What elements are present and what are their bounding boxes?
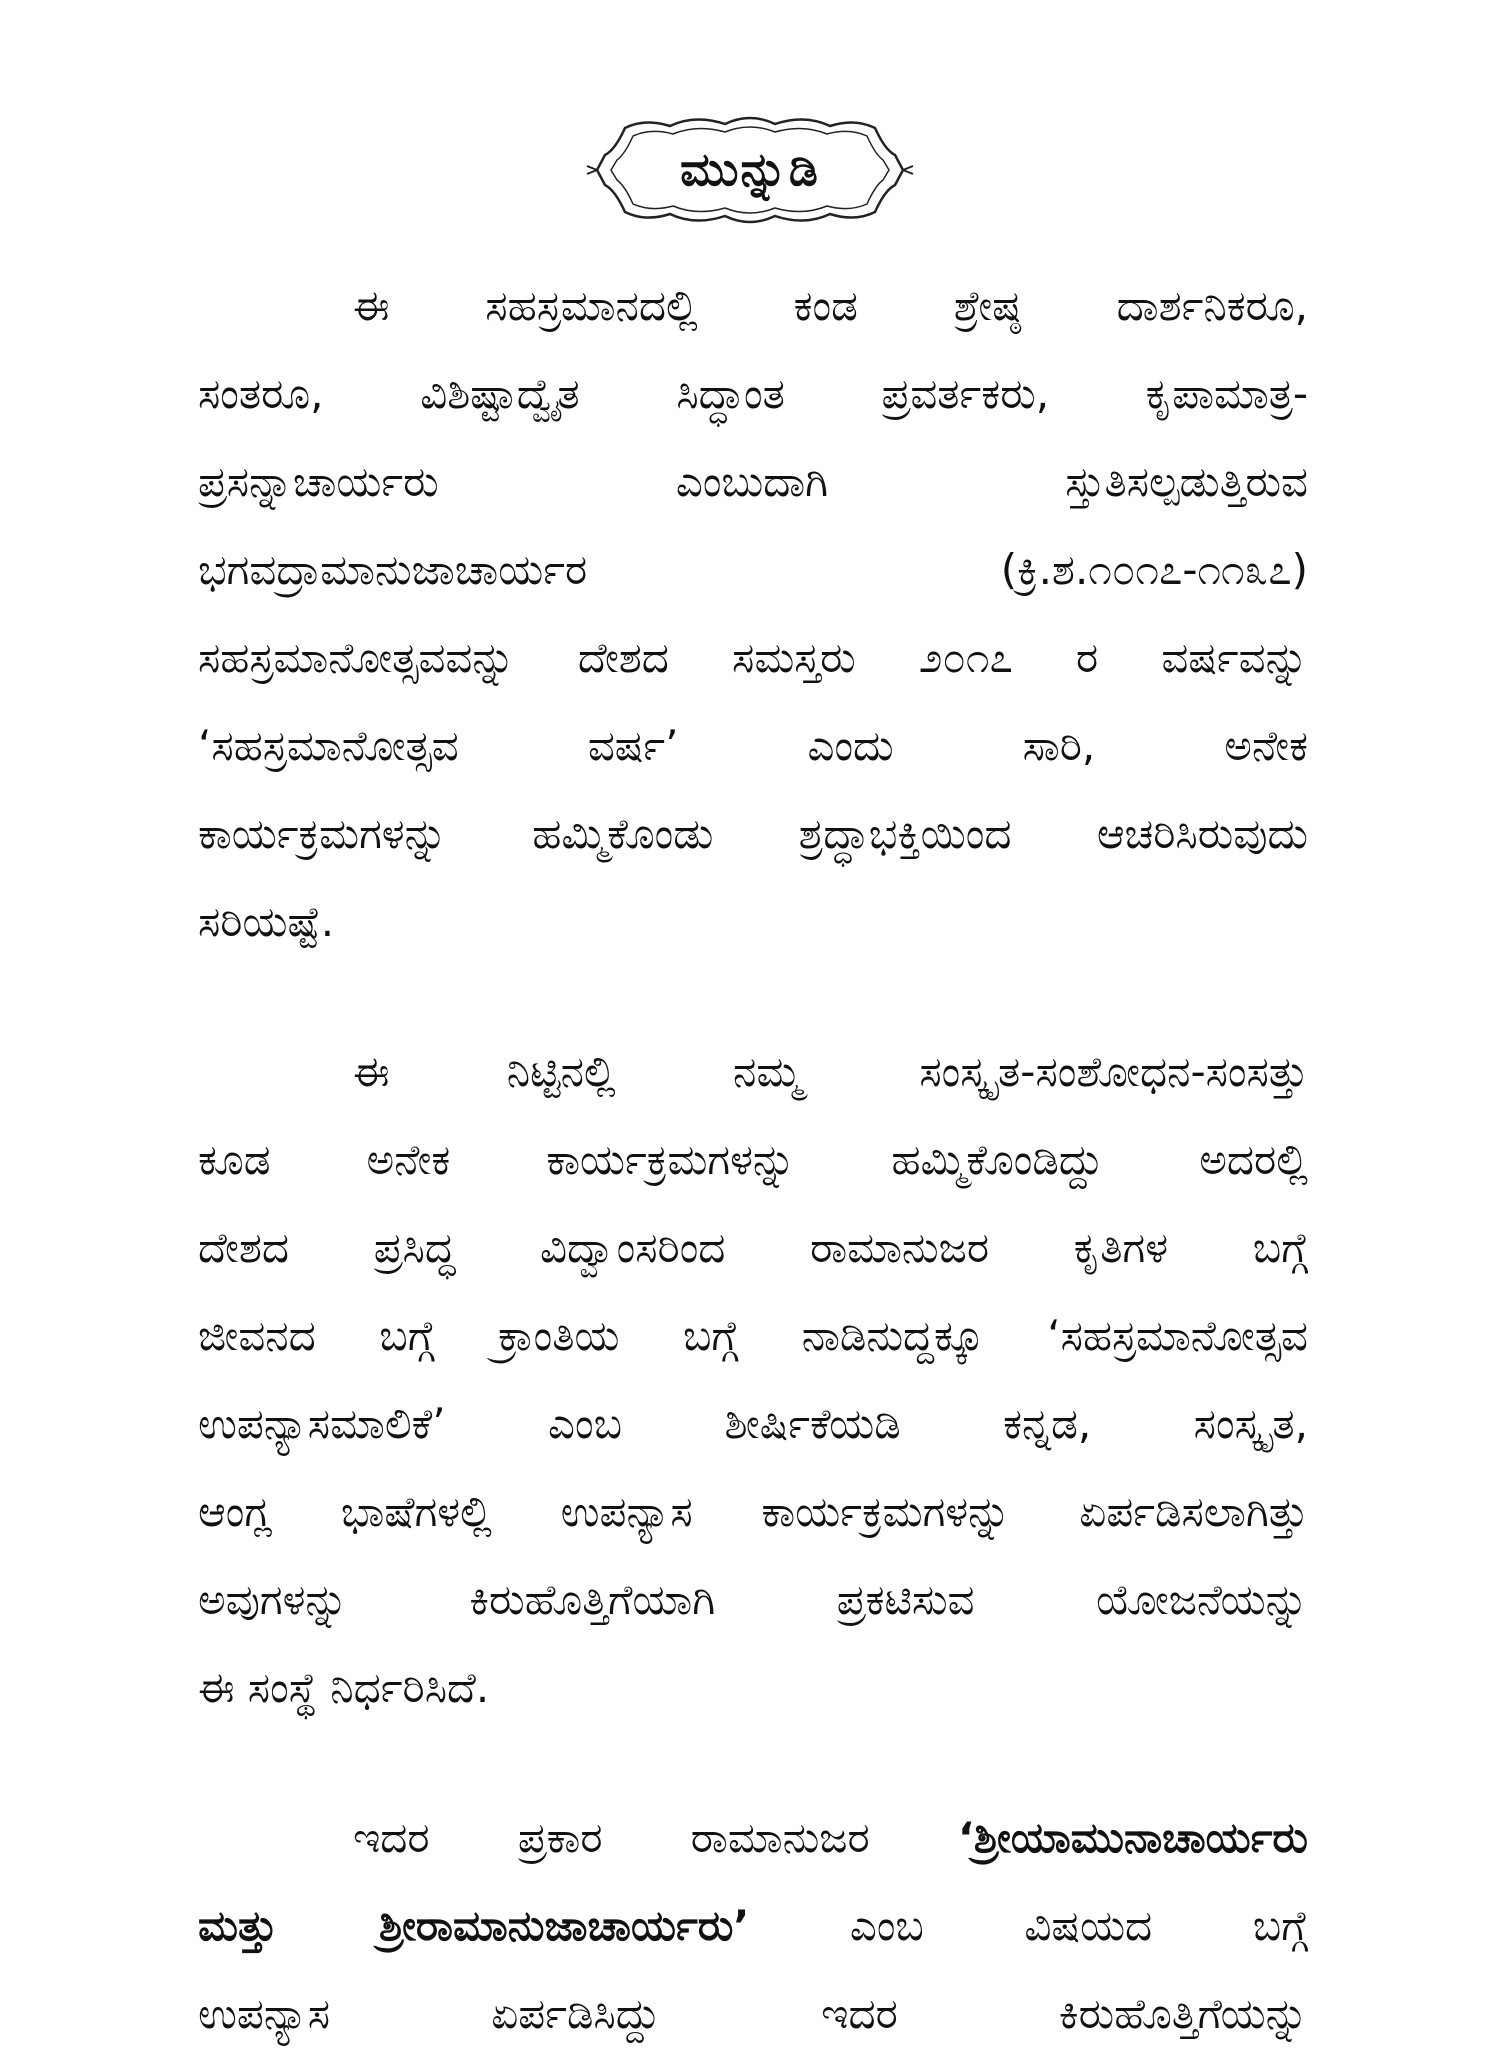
body-text — [198, 262, 1308, 2058]
text-line: ‘ಸಹಸ್ರಮಾನೋತ್ಸವ ವರ್ಷ’ ಎಂದು ಸಾರಿ, ಅನೇಕ — [198, 721, 1308, 770]
text-line: ಈ ನಿಟ್ಟಿನಲ್ಲಿ ನಮ್ಮ ಸಂಸ್ಕೃತ-ಸಂಶೋಧನ-ಸಂಸತ್ತು — [353, 1047, 1308, 1096]
paragraph-gap — [198, 966, 1308, 1028]
title-frame — [585, 110, 915, 230]
text-bold: ‘ಶ್ರೀಯಾಮುನಾಚಾರ್ಯರು — [957, 1813, 1308, 1862]
text-bold: ಮತ್ತು ಶ್ರೀರಾಮಾನುಜಾಚಾರ್ಯರು’ — [198, 1901, 750, 1950]
text-line: ಆಂಗ್ಲ ಭಾಷೆಗಳಲ್ಲಿ ಉಪನ್ಯಾಸ ಕಾರ್ಯಕ್ರಮಗಳನ್ನು ಏರ್ಪಡಿಸಲಾಗಿತ್ತು — [198, 1487, 1308, 1536]
text-line: ಉಪನ್ಯಾಸ ಏರ್ಪಡಿಸಿದ್ದು ಇದರ ಕಿರುಹೊತ್ತಿಗೆಯನ್ನು — [198, 1989, 1308, 2038]
text-line: ಪ್ರಸನ್ನಾಚಾರ್ಯರು ಎಂಬುದಾಗಿ ಸ್ತುತಿಸಲ್ಪಡುತ್ತಿರುವ — [198, 457, 1308, 506]
text-line: ಅವುಗಳನ್ನು ಕಿರುಹೊತ್ತಿಗೆಯಾಗಿ ಪ್ರಕಟಿಸುವ ಯೋಜನೆಯನ್ನು — [198, 1575, 1308, 1624]
text-line — [198, 1794, 1308, 1882]
text-line: ಸಂತರೂ, ವಿಶಿಷ್ಟಾದ್ವೈತ ಸಿದ್ಧಾಂತ ಪ್ರವರ್ತಕರು, ಕೃಪಾಮಾತ್ರ- — [198, 369, 1308, 418]
text-line: ಈ ಸಂಸ್ಥೆ ನಿರ್ಧರಿಸಿದೆ. — [198, 1663, 490, 1712]
text-line: ಸಹಸ್ರಮಾನೋತ್ಸವವನ್ನು ದೇಶದ ಸಮಸ್ತರು ೨೦೧೭ ರ ವರ್ಷವನ್ನು — [198, 633, 1308, 682]
paragraph-gap — [198, 1732, 1308, 1794]
text-line — [198, 1882, 1308, 1970]
text-line: ಉಪನ್ಯಾಸಮಾಲಿಕೆ’ ಎಂಬ ಶೀರ್ಷಿಕೆಯಡಿ ಕನ್ನಡ, ಸಂಸ್ಕೃತ, — [198, 1399, 1308, 1448]
text-plain: ಇದರ ಪ್ರಕಾರ ರಾಮಾನುಜರ — [353, 1813, 958, 1862]
text-line: ದೇಶದ ಪ್ರಸಿದ್ಧ ವಿದ್ವಾಂಸರಿಂದ ರಾಮಾನುಜರ ಕೃತಿಗಳ ಬಗ್ಗೆ — [198, 1223, 1308, 1272]
text-plain: ಎಂಬ ವಿಷಯದ ಬಗ್ಗೆ — [749, 1901, 1308, 1950]
text-line: ಭಗವದ್ರಾಮಾನುಜಾಚಾರ್ಯರ (ಕ್ರಿ.ಶ.೧೦೧೭-೧೧೩೭) — [198, 545, 1308, 594]
page-title: ಮುನ್ನುಡಿ — [680, 142, 820, 196]
text-line: ಸರಿಯಷ್ಟೆ. — [198, 897, 335, 946]
text-line: ಜೀವನದ ಬಗ್ಗೆ ಕ್ರಾಂತಿಯ ಬಗ್ಗೆ ನಾಡಿನುದ್ದಕ್ಕೂ ‘ಸಹಸ್ರಮಾನೋತ್ಸವ — [198, 1311, 1308, 1360]
text-line: ಈ ಸಹಸ್ರಮಾನದಲ್ಲಿ ಕಂಡ ಶ್ರೇಷ್ಠ ದಾರ್ಶನಿಕರೂ, — [353, 281, 1308, 330]
text-line: ಕೂಡ ಅನೇಕ ಕಾರ್ಯಕ್ರಮಗಳನ್ನು ಹಮ್ಮಿಕೊಂಡಿದ್ದು ಅದರಲ್ಲಿ — [198, 1135, 1308, 1184]
text-line: ಕಾರ್ಯಕ್ರಮಗಳನ್ನು ಹಮ್ಮಿಕೊಂಡು ಶ್ರದ್ಧಾಭಕ್ತಿಯಿಂದ ಆಚರಿಸಿರುವುದು — [198, 809, 1308, 858]
